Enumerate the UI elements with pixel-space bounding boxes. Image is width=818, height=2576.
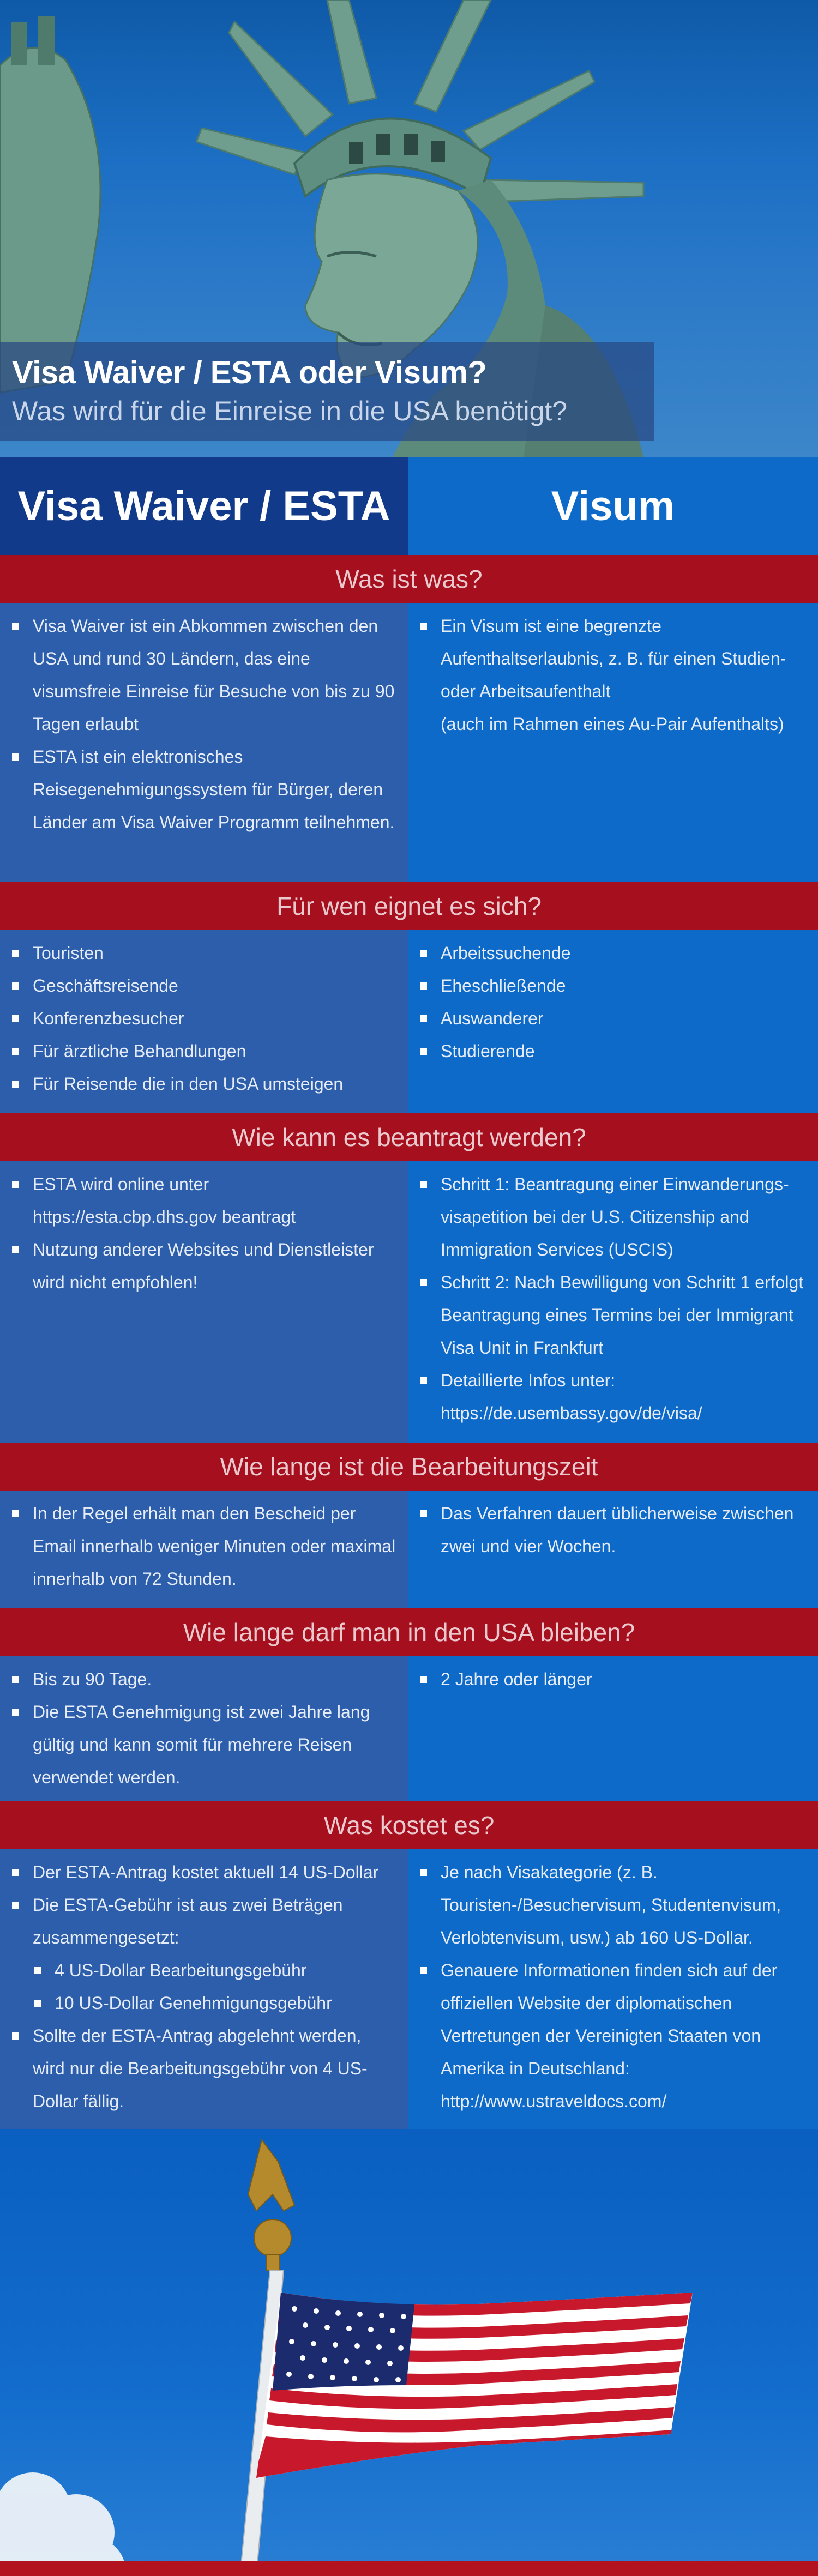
list-item: Eheschließende <box>419 969 807 1002</box>
list-item: Genauere Informationen finden sich auf der offiziellen Website der diplomatischen Vertretungen der Vereinigten Staaten von Amerika in Deutschland: http://www.ustraveldocs.com/ <box>419 1954 807 2117</box>
list-item: 2 Jahre oder länger <box>419 1663 807 1696</box>
american-flag-footer-image <box>0 2129 818 2576</box>
list-subitem: 10 US-Dollar Genehmigungsgebühr <box>11 1987 397 2019</box>
list-item: Sollte der ESTA-Antrag abgelehnt werden, wird nur die Bearbeitungsgebühr von 4 US-Dollar fällig. <box>11 2019 397 2117</box>
list-item: Geschäftsreisende <box>11 969 397 1002</box>
section-duration-esta <box>0 1656 408 1801</box>
list-item: In der Regel erhält man den Bescheid per Email innerhalb weniger Minuten oder maximal innerhalb von 72 Stunden. <box>11 1497 397 1595</box>
list-item: Der ESTA-Antrag kostet aktuell 14 US-Dollar <box>11 1856 397 1889</box>
list-item: Nutzung anderer Websites und Dienstleister wird nicht empfohlen! <box>11 1233 397 1299</box>
list-item: Konferenzbesucher <box>11 1002 397 1035</box>
section-apply-esta <box>0 1161 408 1443</box>
section-heading-apply: Wie kann es beantragt werden? <box>0 1113 818 1161</box>
section-costs-visum <box>408 1849 818 2129</box>
section-what-esta <box>0 603 408 882</box>
page-subtitle: Was wird für die Einreise in die USA benötigt? <box>12 396 568 426</box>
list-item: Für Reisende die in den USA umsteigen <box>11 1067 397 1100</box>
list-item: Touristen <box>11 937 397 969</box>
section-what-visum <box>408 603 818 882</box>
list-item: Für ärztliche Behandlungen <box>11 1035 397 1067</box>
section-who-visum <box>408 930 818 1113</box>
column-header-visum: Visum <box>408 457 818 555</box>
list-item: Die ESTA Genehmigung ist zwei Jahre lang gültig und kann somit für mehrere Reisen verwendet werden. <box>11 1696 397 1794</box>
list-item: Schritt 2: Nach Bewilligung von Schritt 1 erfolgt Beantragung eines Termins bei der Immigrant Visa Unit in Frankfurt <box>419 1266 807 1364</box>
section-heading-what: Was ist was? <box>0 555 818 603</box>
page-title: Visa Waiver / ESTA oder Visum? <box>12 355 487 390</box>
list-item: ESTA wird online unter https://esta.cbp.dhs.gov beantragt <box>11 1168 397 1233</box>
list-item: Die ESTA-Gebühr ist aus zwei Beträgen zusammengesetzt: <box>11 1889 397 1954</box>
section-who-esta <box>0 930 408 1113</box>
section-apply-visum <box>408 1161 818 1443</box>
bottom-red-strip <box>0 2561 818 2576</box>
section-heading-costs: Was kostet es? <box>0 1801 818 1849</box>
section-costs-esta <box>0 1849 408 2129</box>
list-item: Arbeitssuchende <box>419 937 807 969</box>
list-item: Studierende <box>419 1035 807 1067</box>
column-header-esta: Visa Waiver / ESTA <box>0 457 408 555</box>
section-processing-esta <box>0 1491 408 1608</box>
section-heading-processing-time: Wie lange ist die Bearbeitungszeit <box>0 1443 818 1491</box>
section-heading-who: Für wen eignet es sich? <box>0 882 818 930</box>
list-item: Detaillierte Infos unter: https://de.usembassy.gov/de/visa/ <box>419 1364 807 1429</box>
section-duration-visum <box>408 1656 818 1801</box>
list-item: Visa Waiver ist ein Abkommen zwischen den USA und rund 30 Ländern, das eine visumsfreie Einreise für Besuche von bis zu 90 Tagen erlaubt <box>11 610 397 740</box>
list-item: Bis zu 90 Tage. <box>11 1663 397 1696</box>
list-item-continuation: (auch im Rahmen eines Au-Pair Aufenthalts) <box>441 714 784 734</box>
list-subitem: 4 US-Dollar Bearbeitungsgebühr <box>11 1954 397 1987</box>
list-item: Schritt 1: Beantragung einer Einwanderungs-visapetition bei der U.S. Citizenship and Immigration Services (USCIS) <box>419 1168 807 1266</box>
list-item: Je nach Visakategorie (z. B. Touristen-/Besuchervisum, Studentenvisum, Verlobtenvisum, usw.) ab 160 US-Dollar. <box>419 1856 807 1954</box>
list-item: Auswanderer <box>419 1002 807 1035</box>
american-flag-illustration <box>0 2129 818 2576</box>
section-processing-visum <box>408 1491 818 1608</box>
section-heading-duration: Wie lange darf man in den USA bleiben? <box>0 1608 818 1656</box>
list-item: Das Verfahren dauert üblicherweise zwischen zwei und vier Wochen. <box>419 1497 807 1563</box>
list-item: ESTA ist ein elektronisches Reisegenehmigungssystem für Bürger, deren Länder am Visa Waiver Programm teilnehmen. <box>11 740 397 838</box>
list-item: Ein Visum ist eine begrenzte Aufenthaltserlaubnis, z. B. für einen Studien- oder Arbeitsaufenthalt <box>419 610 807 708</box>
